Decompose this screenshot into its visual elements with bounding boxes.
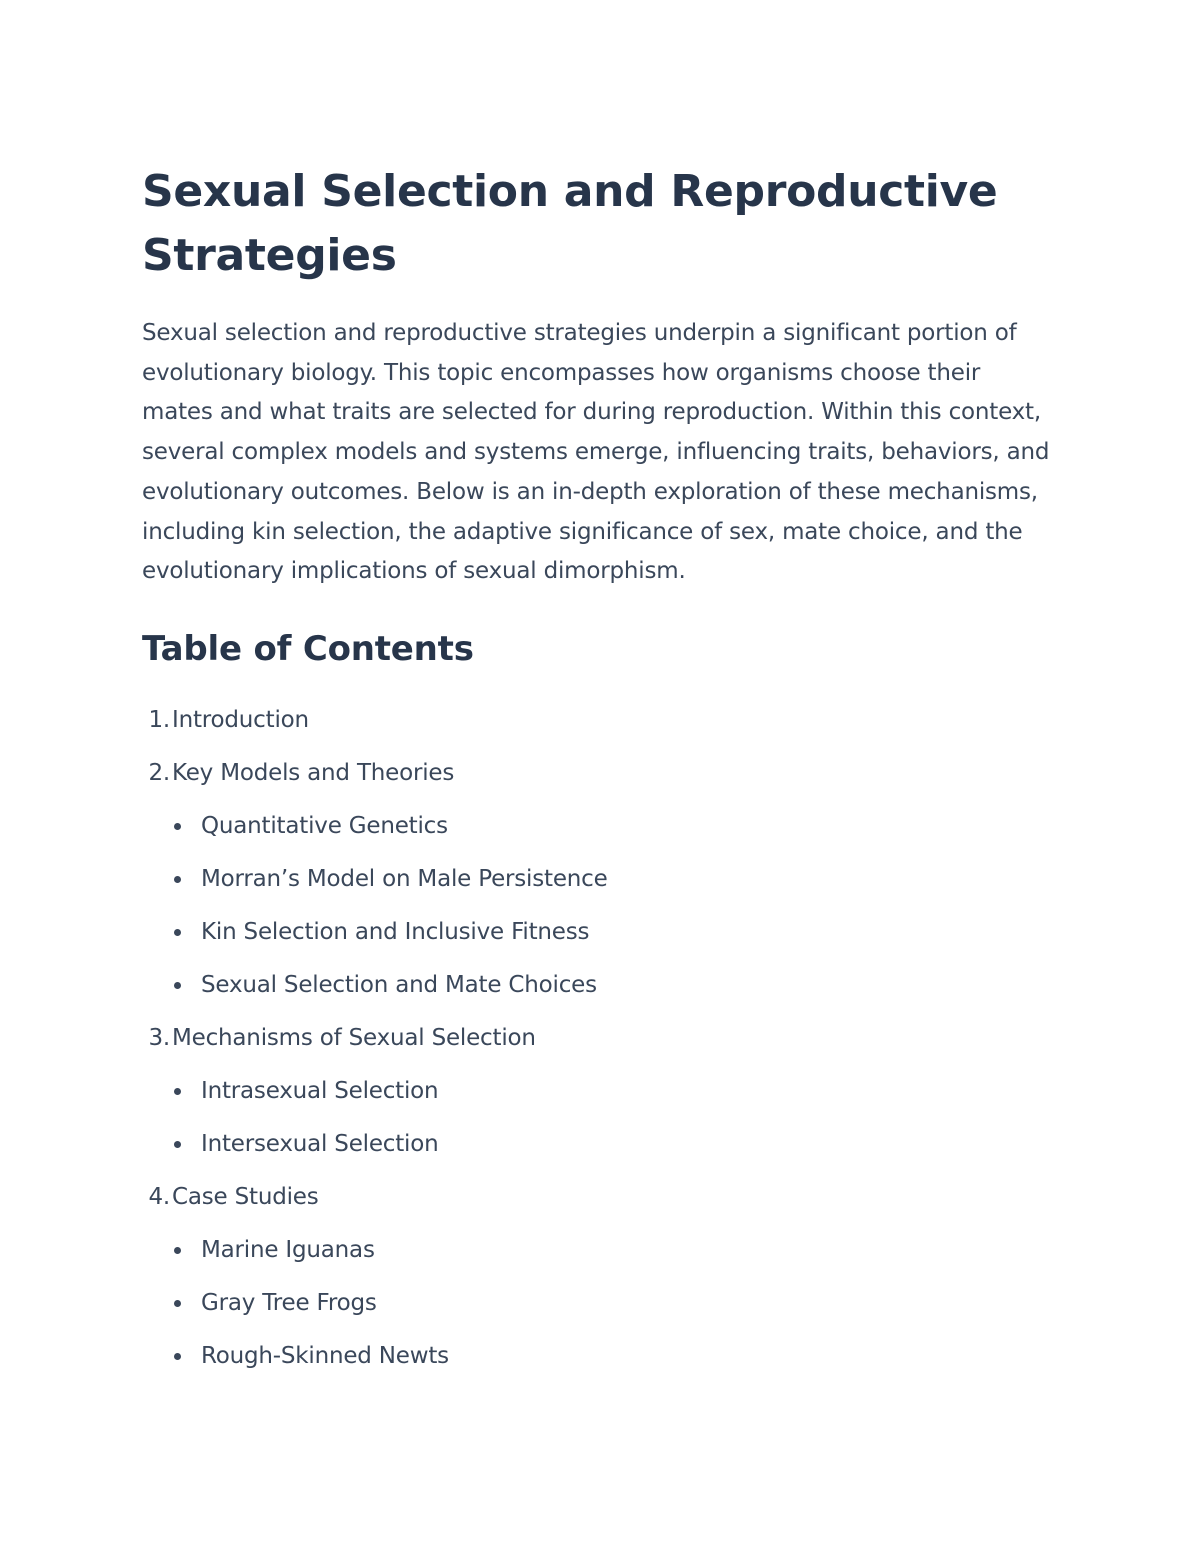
toc-subitem-kin-selection[interactable] — [142, 906, 1062, 959]
bullet-icon — [174, 823, 181, 830]
bullet-icon — [174, 982, 181, 989]
toc-subitem-label: Marine Iguanas — [201, 1236, 375, 1263]
toc-item-introduction[interactable] — [142, 694, 1062, 747]
toc-subitem-intrasexual-selection[interactable] — [142, 1065, 1062, 1118]
toc-item-label: Case Studies — [172, 1183, 319, 1210]
document-title: Sexual Selection and Reproductive Strategies — [142, 166, 998, 281]
toc-item-number: 2. — [148, 759, 170, 786]
toc-subitem-label: Rough-Skinned Newts — [201, 1342, 449, 1369]
toc-subitem-label: Intersexual Selection — [201, 1130, 439, 1157]
toc-item-number: 4. — [148, 1183, 170, 1210]
bullet-icon — [174, 876, 181, 883]
intro-paragraph: Sexual selection and reproductive strategies underpin a significant portion of evolutionary biology. This topic encompasses how organisms choose their mates and what traits are selected for during reproduction. Within this context, several complex models and systems emerge, influencing traits, behaviors, and evolutionary outcomes. Below is an in-depth exploration of these mechanisms, including kin selection, the adaptive significance of sex, mate choice, and the evolutionary implications of sexual dimorphism. — [142, 320, 1050, 585]
toc-subitem-label: Intrasexual Selection — [201, 1077, 439, 1104]
toc-subitem-rough-skinned-newts[interactable] — [142, 1330, 1062, 1383]
toc-item-key-models[interactable] — [142, 747, 1062, 800]
toc-subitem-label: Morran’s Model on Male Persistence — [201, 865, 608, 892]
bullet-icon — [174, 1247, 181, 1254]
toc-subitem-intersexual-selection[interactable] — [142, 1118, 1062, 1171]
toc-item-case-studies[interactable] — [142, 1171, 1062, 1224]
bullet-icon — [174, 1300, 181, 1307]
toc-subitem-label: Sexual Selection and Mate Choices — [201, 971, 597, 998]
toc-subitem-mate-choices[interactable] — [142, 959, 1062, 1012]
toc-subitem-morrans-model[interactable] — [142, 853, 1062, 906]
bullet-icon — [174, 929, 181, 936]
toc-subitem-gray-tree-frogs[interactable] — [142, 1277, 1062, 1330]
toc-item-label: Mechanisms of Sexual Selection — [172, 1024, 536, 1051]
toc-item-label: Introduction — [172, 706, 309, 733]
toc-heading: Table of Contents — [142, 628, 474, 669]
table-of-contents — [142, 694, 1062, 1383]
toc-item-number: 1. — [148, 706, 170, 733]
toc-subitem-marine-iguanas[interactable] — [142, 1224, 1062, 1277]
toc-subitem-quantitative-genetics[interactable] — [142, 800, 1062, 853]
bullet-icon — [174, 1353, 181, 1360]
toc-item-number: 3. — [148, 1024, 170, 1051]
toc-item-label: Key Models and Theories — [172, 759, 455, 786]
toc-subitem-label: Quantitative Genetics — [201, 812, 448, 839]
toc-item-mechanisms[interactable] — [142, 1012, 1062, 1065]
toc-subitem-label: Gray Tree Frogs — [201, 1289, 377, 1316]
bullet-icon — [174, 1141, 181, 1148]
bullet-icon — [174, 1088, 181, 1095]
toc-subitem-label: Kin Selection and Inclusive Fitness — [201, 918, 590, 945]
document-page — [142, 160, 1062, 1383]
